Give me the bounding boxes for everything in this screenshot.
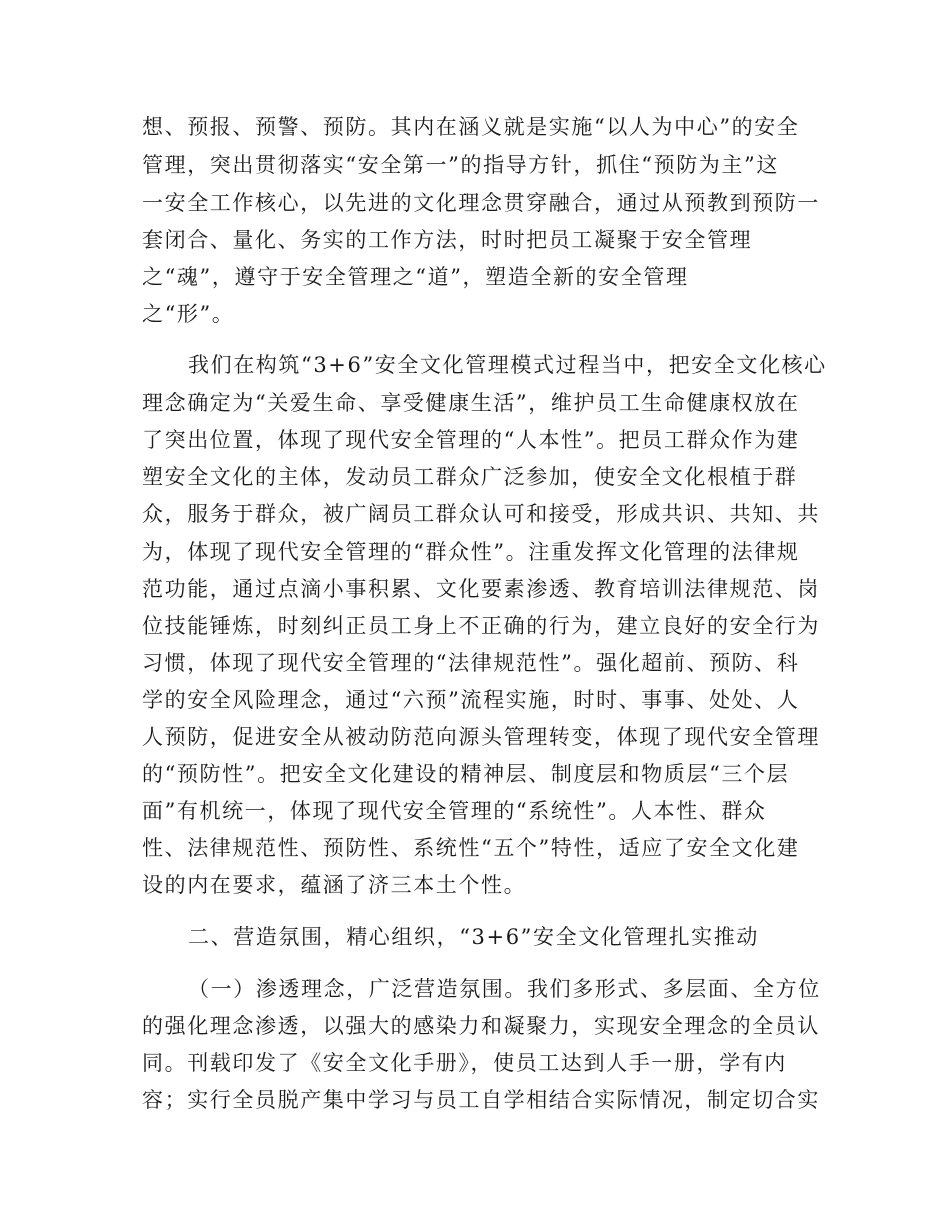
paragraph-2-line: 塑安全文化的主体，发动员工群众广泛参加，使安全文化根植于群	[142, 465, 798, 489]
paragraph-2-line: 人预防，促进安全从被动防范向源头管理转变，体现了现代安全管理	[142, 725, 820, 749]
paragraph-2-line: 的“预防性”。把安全文化建设的精神层、制度层和物质层“三个层	[142, 762, 790, 786]
paragraph-3-line: 的强化理念渗透，以强大的感染力和凝聚力，实现安全理念的全员认	[142, 1014, 820, 1038]
paragraph-1-line: 一安全工作核心，以先进的文化理念贯穿融合，通过从预教到预防一	[142, 191, 820, 215]
paragraph-3-line: 容；实行全员脱产集中学习与员工自学相结合实际情况，制定切合实	[142, 1088, 820, 1112]
paragraph-2-line: 为，体现了现代安全管理的“群众性”。注重发挥文化管理的法律规	[142, 540, 800, 564]
paragraph-2-line: 面”有机统一，体现了现代安全管理的“系统性”。人本性、群众	[142, 799, 767, 823]
paragraph-2-line: 性、法律规范性、预防性、系统性“五个”特性，适应了安全文化建	[142, 836, 800, 860]
paragraph-1-line: 之“形”。	[142, 302, 235, 326]
paragraph-2-line: 习惯，体现了现代安全管理的“法律规范性”。强化超前、预防、科	[142, 651, 800, 675]
paragraph-2-line: 理念确定为“关爱生命、享受健康生活”，维护员工生命健康权放在	[142, 391, 800, 415]
paragraph-1-line: 管理，突出贯彻落实“安全第一”的指导方针，抓住“预防为主”这	[142, 153, 779, 177]
paragraph-3-line: 同。刊载印发了《安全文化手册》，使员工达到人手一册，学有内	[142, 1051, 787, 1075]
paragraph-2-line: 众，服务于群众，被广阔员工群众认可和接受，形成共识、共知、共	[142, 502, 820, 526]
paragraph-2-line: 我们在构筑“3+6”安全文化管理模式过程当中，把安全文化核心	[188, 353, 827, 377]
paragraph-2-line: 设的内在要求，蕴涵了济三本土个性。	[142, 873, 527, 897]
paragraph-2-line: 范功能，通过点滴小事积累、文化要素渗透、教育培训法律规范、岗	[142, 577, 820, 601]
paragraph-1-line: 套闭合、量化、务实的工作方法，时时把员工凝聚于安全管理	[142, 228, 753, 252]
paragraph-2-line: 位技能锤炼，时刻纠正员工身上不正确的行为，建立良好的安全行为	[142, 614, 820, 638]
paragraph-1-line: 之“魂”，遵守于安全管理之“道”，塑造全新的安全管理	[142, 265, 689, 289]
paragraph-3-line: （一）渗透理念，广泛营造氛围。我们多形式、多层面、全方位	[188, 977, 821, 1001]
section-heading: 二、营造氛围，精心组织，“3+6”安全文化管理扎实推动	[188, 925, 759, 949]
paragraph-2-line: 了突出位置，体现了现代安全管理的“人本性”。把员工群众作为建	[142, 428, 800, 452]
paragraph-2-line: 学的安全风险理念，通过“六预”流程实施，时时、事事、处处、人	[142, 688, 800, 712]
paragraph-1-line: 想、预报、预警、预防。其内在涵义就是实施“以人为中心”的安全	[142, 115, 800, 139]
